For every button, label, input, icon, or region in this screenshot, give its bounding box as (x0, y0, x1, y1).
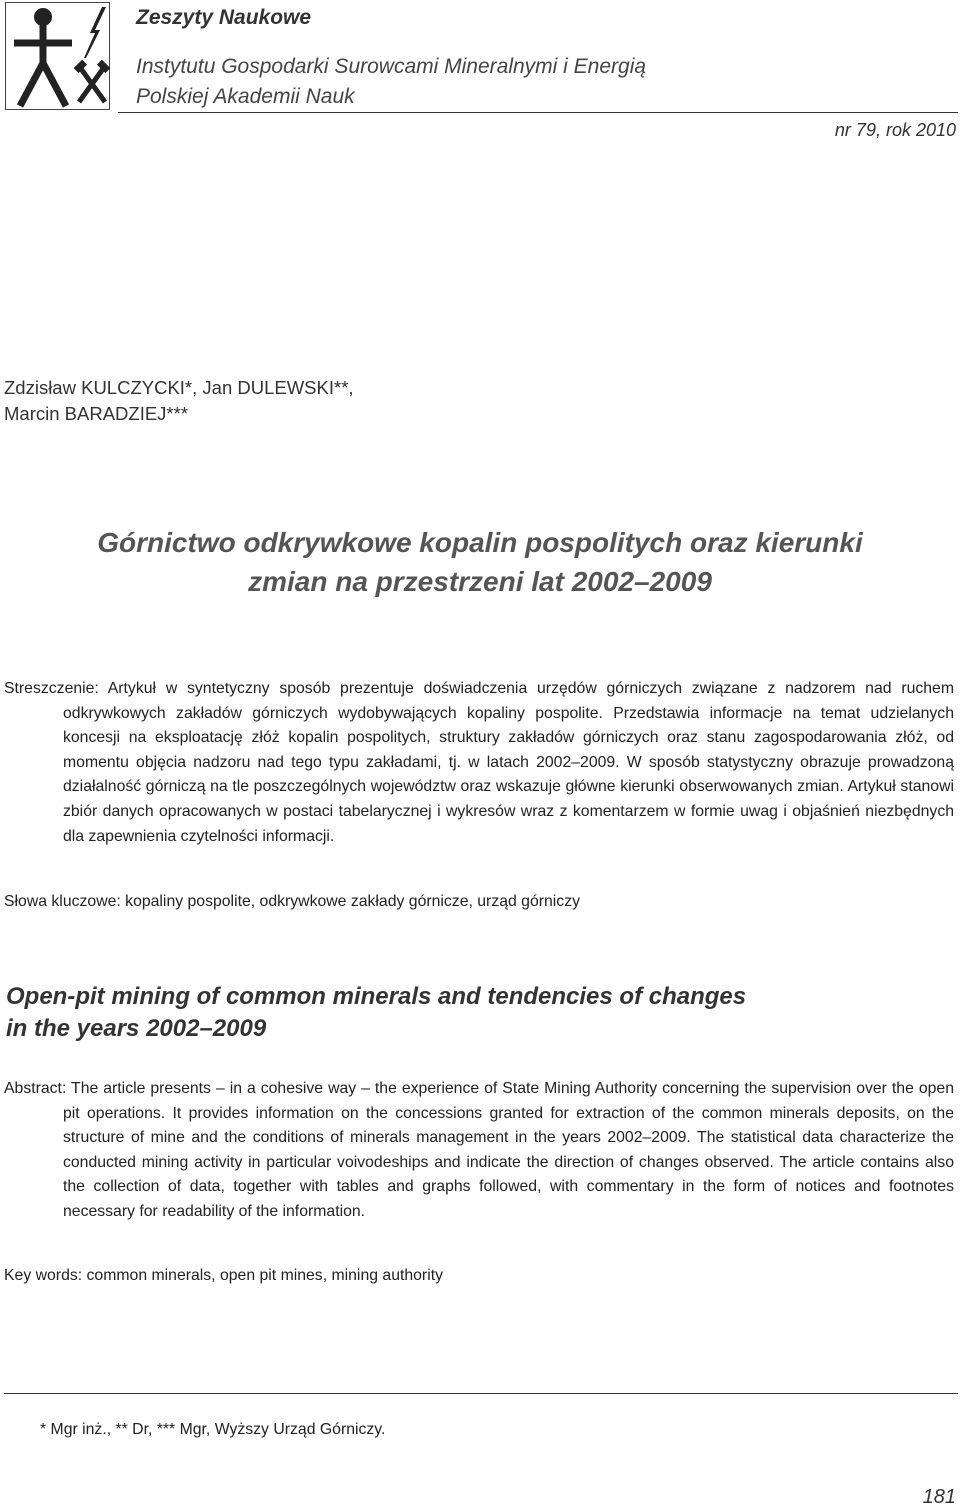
english-abstract-label: Abstract: (4, 1080, 67, 1097)
english-title-line1: Open-pit mining of common minerals and tendencies of changes (6, 983, 747, 1010)
journal-logo (5, 2, 110, 110)
header-divider (118, 112, 958, 113)
authors-line2: Marcin BARADZIEJ*** (4, 403, 189, 424)
english-abstract (4, 1077, 954, 1225)
english-title-line2: in the years 2002–2009 (6, 1015, 267, 1042)
polish-keywords-text: kopaliny pospolite, odkrywkowe zakłady górnicze, urząd górniczy (125, 893, 580, 910)
polish-title-line2: zmian na przestrzeni lat 2002–2009 (248, 566, 712, 597)
footnote-divider (4, 1393, 958, 1394)
english-abstract-text: The article presents – in a cohesive way – the experience of State Mining Authority concerning the supervision over the open pit operations. It provides information on the concessions granted for extraction of the common minerals deposits, on the structure of mine and the conditions of minerals management in the years 2002–2009. The statistical data characterize the conducted mining activity in particular voivodeships and indicate the direction of changes observed. The article contains also the collection of data, together with tables and graphs followed, with commentary in the form of notices and footnotes necessary for readability of the information. (63, 1080, 954, 1220)
polish-title-line1: Górnictwo odkrywkowe kopalin pospolitych oraz kierunki (97, 527, 863, 558)
english-keywords-label: Key words: (4, 1267, 83, 1284)
institute-name-line1: Instytutu Gospodarki Surowcami Mineralnymi i Energią (136, 55, 647, 78)
polish-abstract (4, 677, 954, 849)
authors-line1: Zdzisław KULCZYCKI*, Jan DULEWSKI**, (4, 377, 354, 398)
stick-figure-icon (14, 8, 72, 106)
institute-name-line2: Polskiej Akademii Nauk (136, 85, 355, 108)
journal-title: Zeszyty Naukowe (136, 6, 312, 29)
english-keywords (4, 1267, 443, 1285)
issue-info: nr 79, rok 2010 (834, 120, 956, 140)
polish-keywords (4, 893, 580, 911)
lightning-icon (84, 7, 106, 58)
english-keywords-text: common minerals, open pit mines, mining authority (86, 1267, 443, 1284)
page-number: 181 (922, 1486, 956, 1508)
polish-abstract-label: Streszczenie: (4, 680, 99, 697)
hammer-pick-icon (74, 60, 111, 102)
polish-keywords-label: Słowa kluczowe: (4, 893, 121, 910)
author-affiliation-footnote: * Mgr inż., ** Dr, *** Mgr, Wyższy Urząd Górniczy. (40, 1421, 386, 1438)
polish-abstract-text: Artykuł w syntetyczny sposób prezentuje doświadczenia urzędów górniczych związane z nadzorem nad ruchem odkrywkowych zakładów górniczych wydobywających kopaliny pospolite. Przedstawia informacje na temat udzielanych koncesji na eksploatację złóż kopalin pospolitych, struktury zakładów górniczych oraz stanu zagospodarowania złóż, od momentu objęcia nadzoru nad tego typu zakładami, tj. w latach 2002–2009. W sposób statystyczny obrazuje prowadzoną działalność górniczą na tle poszczególnych województw oraz wskazuje główne kierunki obserwowanych zmian. Artykuł stanowi zbiór danych opracowanych w postaci tabelarycznej i wykresów wraz z komentarzem w formie uwag i objaśnień niezbędnych dla zapewnienia czytelności informacji. (63, 680, 954, 845)
